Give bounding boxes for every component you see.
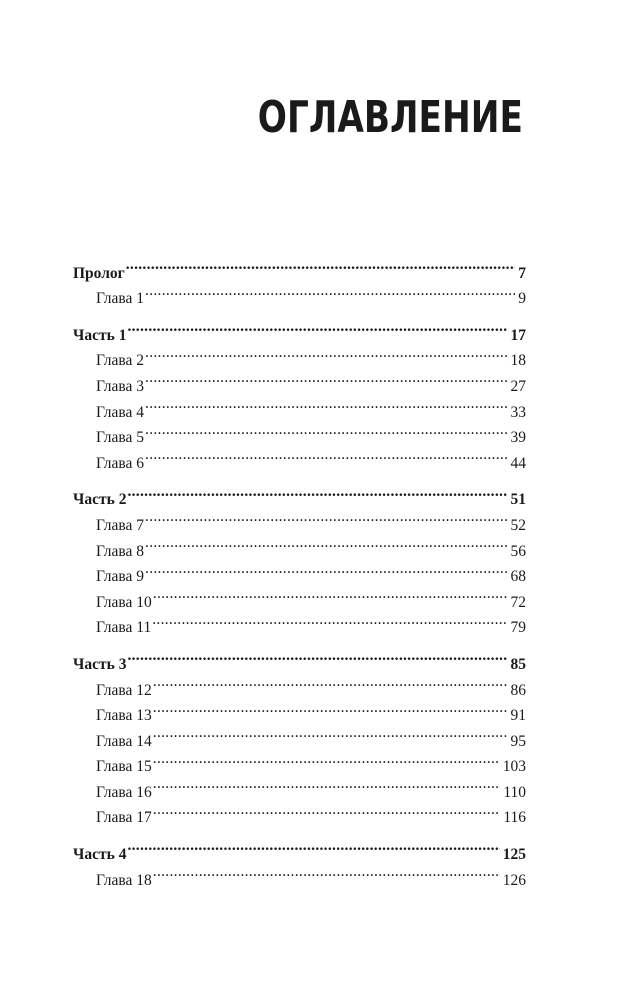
dot-leader	[145, 504, 507, 530]
toc-chapter-entry-label: Глава 18	[96, 871, 152, 889]
toc-part-entry-page-number: 7	[518, 264, 526, 282]
dot-leader	[126, 252, 516, 278]
toc-chapter-entry-label: Глава 16	[96, 783, 152, 801]
toc-chapter-entry-label: Глава 10	[96, 593, 152, 611]
toc-chapter-entry-page-number: 116	[503, 809, 526, 827]
toc-chapter-entry-page-number: 27	[510, 377, 526, 395]
toc-part-entry-page-number: 85	[510, 655, 526, 673]
toc-chapter-entry-label: Глава 11	[96, 619, 152, 637]
toc-chapter-entry-label: Глава 9	[96, 568, 145, 586]
toc-chapter-entry-page-number: 95	[510, 732, 526, 750]
toc-chapter-entry-page-number: 79	[510, 619, 526, 637]
dot-leader	[153, 746, 500, 772]
toc-chapter-entry-label: Глава 4	[96, 403, 145, 421]
toc-chapter-entry-page-number: 103	[502, 758, 526, 776]
dot-leader	[153, 859, 500, 885]
toc-chapter-entry-label: Глава 14	[96, 732, 152, 750]
toc-part-entry-label: Часть 2	[73, 491, 127, 509]
toc-chapter-entry-label: Глава 12	[96, 681, 152, 699]
dot-leader	[145, 556, 507, 582]
toc-chapter-entry-page-number: 110	[503, 783, 526, 801]
toc-chapter-entry	[73, 859, 526, 889]
toc-chapter-entry-page-number: 126	[502, 871, 526, 889]
toc-chapter-entry-page-number: 86	[510, 681, 526, 699]
toc-chapter-entry-label: Глава 7	[96, 516, 145, 534]
toc-chapter-entry-page-number: 18	[510, 352, 526, 370]
toc-chapter-entry-label: Глава 17	[96, 809, 152, 827]
dot-leader	[127, 833, 499, 859]
toc-chapter-entry-page-number: 91	[510, 707, 526, 725]
toc-chapter-entry-label: Глава 6	[96, 454, 145, 472]
toc-chapter-entry-page-number: 56	[510, 542, 526, 560]
toc-chapter-entry-label: Глава 15	[96, 758, 152, 776]
toc-part-entry	[73, 314, 526, 344]
dot-leader	[153, 581, 508, 607]
toc-part-entry-page-number: 51	[510, 491, 526, 509]
toc-chapter-entry-page-number: 33	[510, 403, 526, 421]
toc-chapter-entry-label: Глава 13	[96, 707, 152, 725]
toc-part-entry-label: Часть 1	[73, 326, 127, 344]
page-title: ОГЛАВЛЕНИЕ	[257, 92, 523, 143]
toc-section	[73, 643, 526, 827]
toc-chapter-entry-page-number: 68	[510, 568, 526, 586]
toc-chapter-entry-label: Глава 8	[96, 542, 145, 560]
toc-chapter-entry-page-number: 39	[510, 429, 526, 447]
toc-section	[73, 314, 526, 472]
toc-chapter-entry	[73, 669, 526, 699]
toc-chapter-entry-page-number: 44	[510, 454, 526, 472]
dot-leader	[153, 669, 508, 695]
dot-leader	[153, 797, 501, 823]
toc-chapter-entry-page-number: 72	[510, 593, 526, 611]
table-of-contents	[73, 252, 526, 896]
toc-section	[73, 833, 526, 889]
toc-chapter-entry-page-number: 9	[518, 290, 526, 308]
dot-leader	[145, 340, 507, 366]
dot-leader	[127, 479, 507, 505]
dot-leader	[152, 607, 507, 633]
dot-leader	[153, 771, 501, 797]
toc-chapter-entry-label: Глава 2	[96, 352, 145, 370]
dot-leader	[145, 417, 507, 443]
toc-chapter-entry-label: Глава 5	[96, 429, 145, 447]
toc-part-entry-page-number: 17	[510, 326, 526, 344]
toc-part-entry	[73, 252, 526, 282]
dot-leader	[145, 278, 515, 304]
dot-leader	[145, 391, 507, 417]
dot-leader	[127, 643, 507, 669]
dot-leader	[153, 695, 508, 721]
toc-section	[73, 479, 526, 637]
dot-leader	[145, 442, 507, 468]
toc-chapter-entry-page-number: 52	[510, 516, 526, 534]
toc-chapter-entry-label: Глава 1	[96, 290, 145, 308]
toc-chapter-entry	[73, 278, 526, 308]
toc-section	[73, 252, 526, 308]
toc-part-entry-label: Часть 3	[73, 655, 127, 673]
dot-leader	[153, 720, 508, 746]
dot-leader	[145, 530, 507, 556]
toc-chapter-entry	[73, 504, 526, 534]
toc-chapter-entry	[73, 340, 526, 370]
toc-part-entry-label: Пролог	[73, 264, 125, 282]
toc-part-entry-page-number: 125	[502, 846, 526, 864]
dot-leader	[145, 365, 507, 391]
toc-part-entry	[73, 833, 526, 864]
toc-part-entry-label: Часть 4	[73, 846, 127, 864]
toc-chapter-entry-label: Глава 3	[96, 377, 145, 395]
dot-leader	[127, 314, 507, 340]
toc-part-entry	[73, 643, 526, 673]
toc-part-entry	[73, 479, 526, 509]
